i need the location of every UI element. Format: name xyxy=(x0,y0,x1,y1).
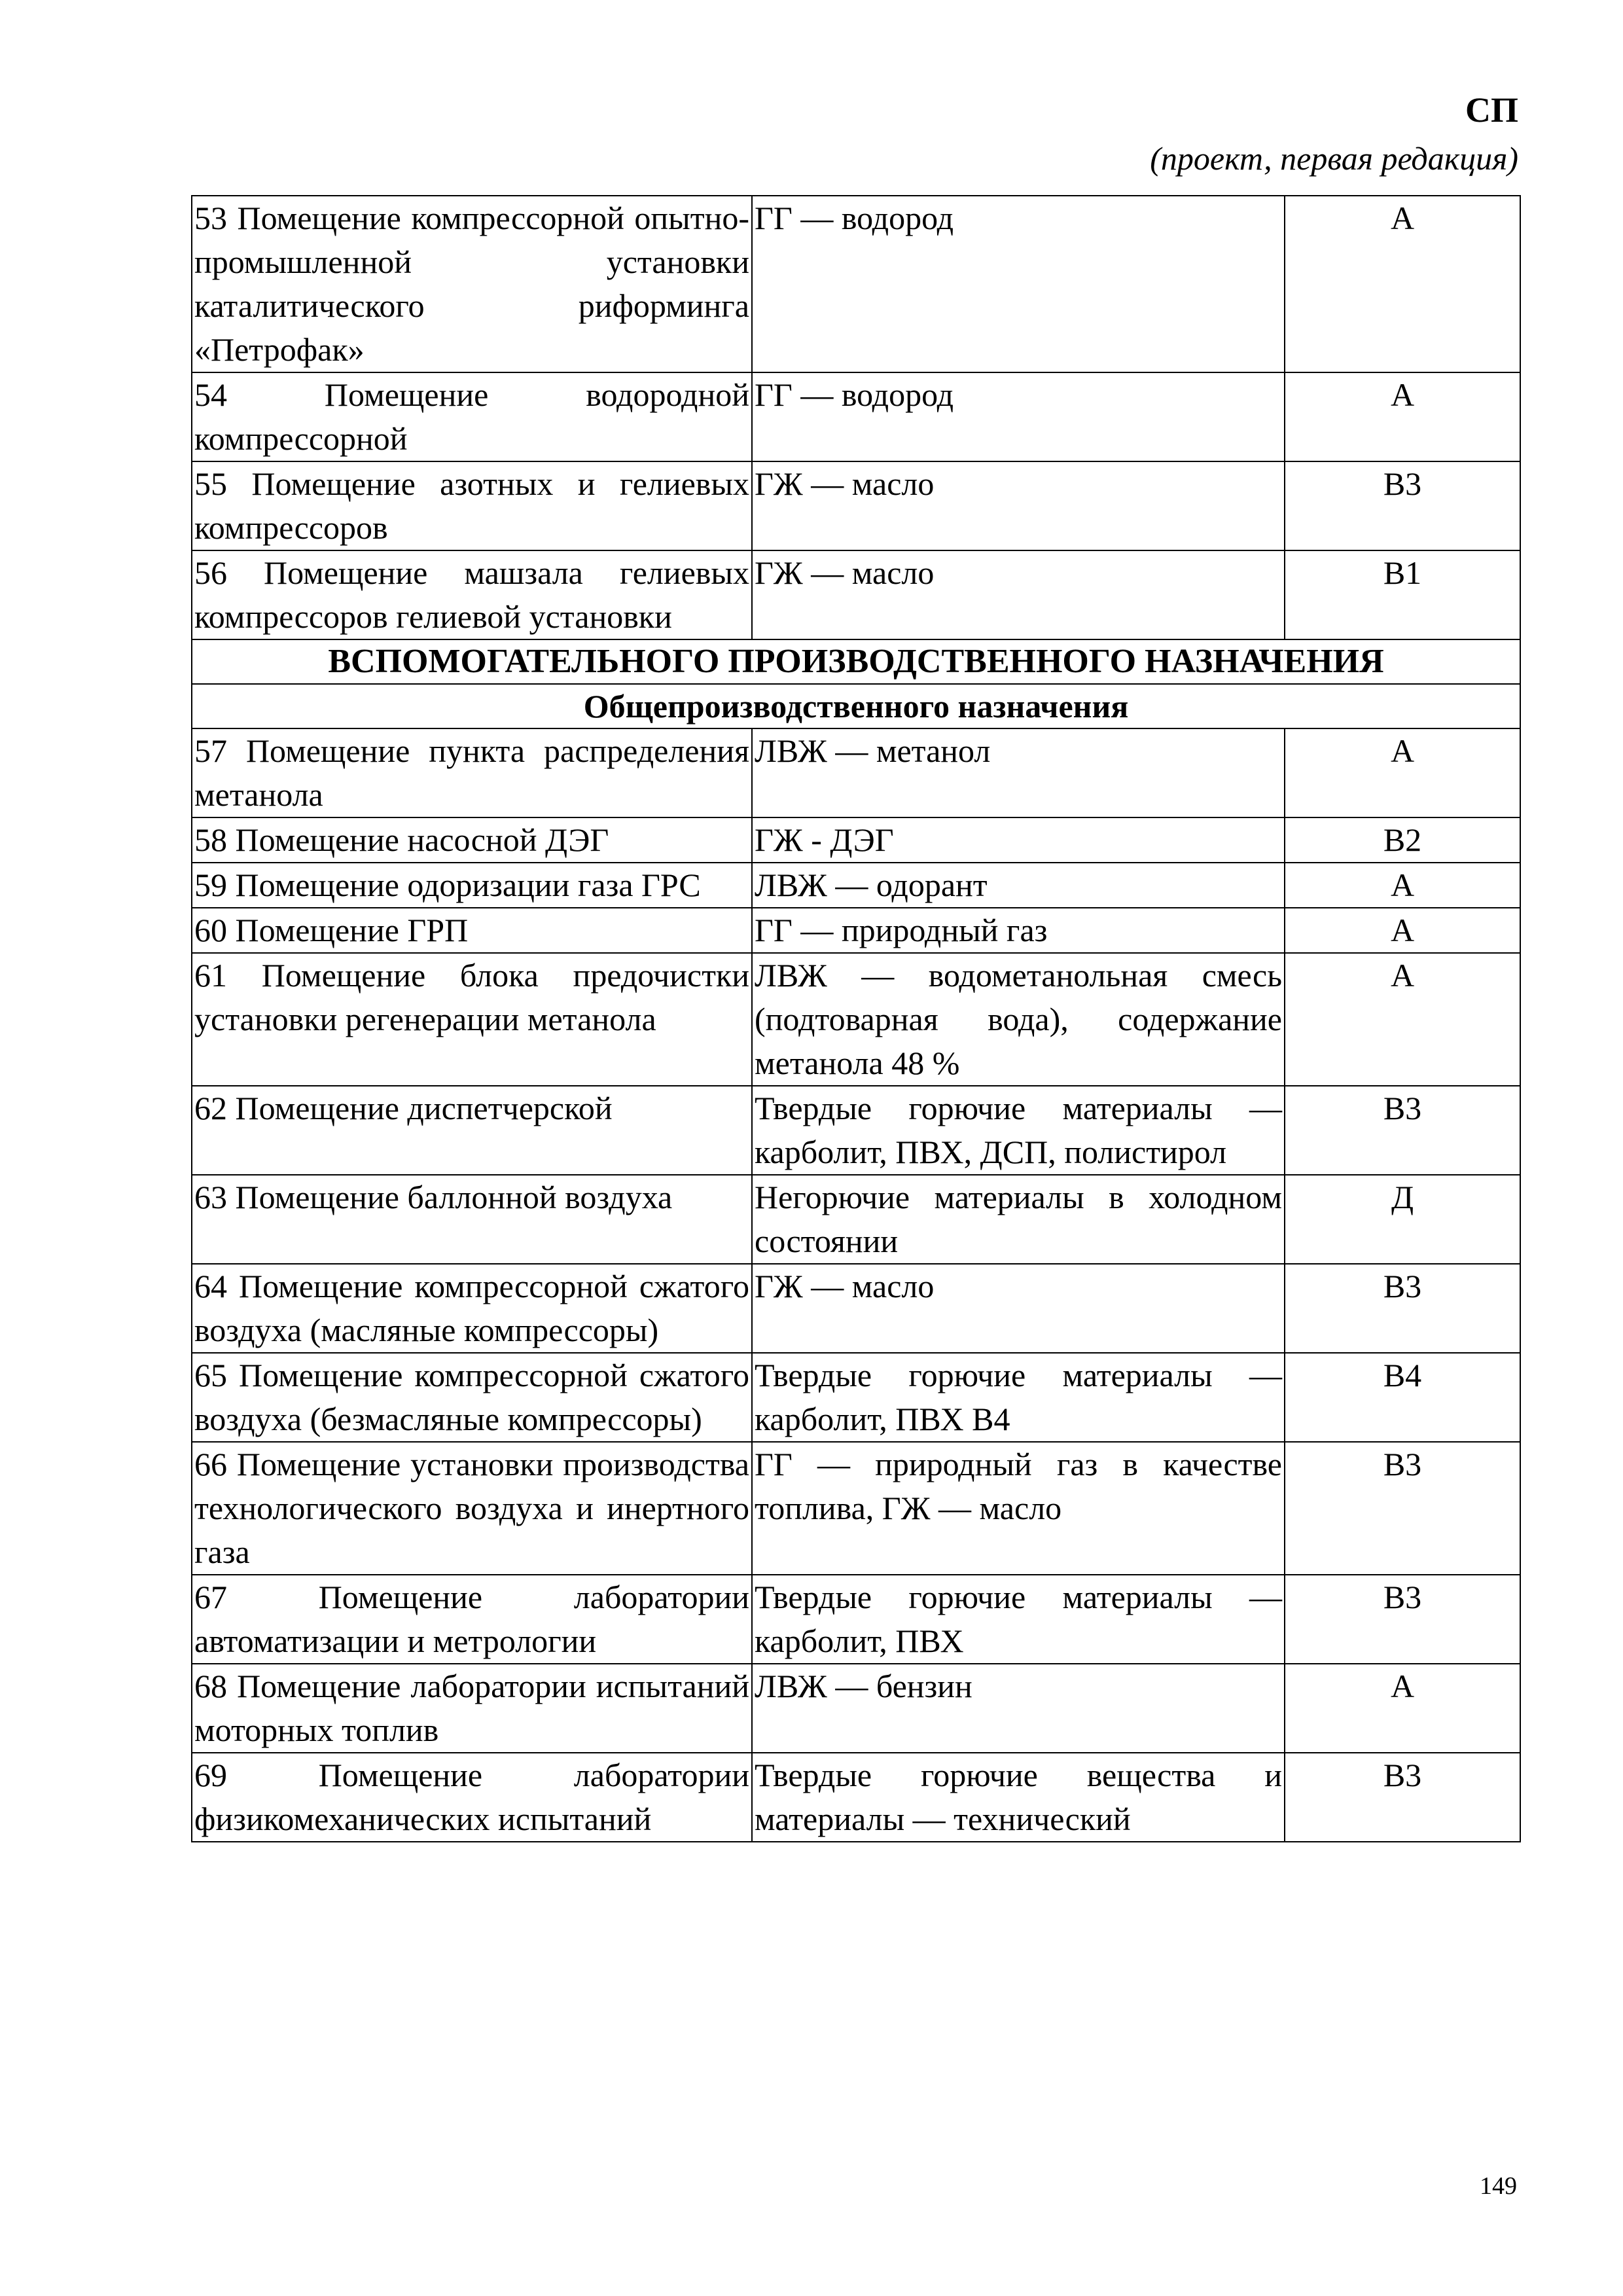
premise-name-cell: 69 Помещение лаборатории физикомеханических испытаний xyxy=(192,1753,752,1842)
category-cell: В1 xyxy=(1285,550,1520,639)
table-row xyxy=(192,1575,1520,1664)
premise-name-cell: 58 Помещение насосной ДЭГ xyxy=(192,817,752,863)
substance-cell: ГЖ — масло xyxy=(752,461,1285,550)
substance-cell: Твердые горючие вещества и материалы — технический xyxy=(752,1753,1285,1842)
substance-cell: ГЖ — масло xyxy=(752,550,1285,639)
substance-cell: ЛВЖ — одорант xyxy=(752,863,1285,908)
category-cell: А xyxy=(1285,953,1520,1086)
premise-name-cell: 61 Помещение блока предочистки установки регенерации метанола xyxy=(192,953,752,1086)
category-cell: В4 xyxy=(1285,1353,1520,1442)
table-row xyxy=(192,1264,1520,1353)
document-status: (проект, первая редакция) xyxy=(1150,140,1518,177)
table-row xyxy=(192,1442,1520,1575)
premise-name-cell: 60 Помещение ГРП xyxy=(192,908,752,953)
category-cell: А xyxy=(1285,728,1520,817)
table-row xyxy=(192,1664,1520,1753)
substance-cell: ЛВЖ — метанол xyxy=(752,728,1285,817)
substance-cell: Твердые горючие материалы — карболит, ПВХ В4 xyxy=(752,1353,1285,1442)
section-heading: ВСПОМОГАТЕЛЬНОГО ПРОИЗВОДСТВЕННОГО НАЗНАЧЕНИЯ xyxy=(192,639,1520,684)
category-cell: В3 xyxy=(1285,461,1520,550)
table-row xyxy=(192,953,1520,1086)
substance-cell: ГЖ - ДЭГ xyxy=(752,817,1285,863)
premise-name-cell: 59 Помещение одоризации газа ГРС xyxy=(192,863,752,908)
category-cell: В3 xyxy=(1285,1264,1520,1353)
page-number: 149 xyxy=(1480,2172,1517,2200)
table-row xyxy=(192,196,1520,372)
document-code: СП xyxy=(1465,90,1518,130)
premise-name-cell: 62 Помещение диспетчерской xyxy=(192,1086,752,1175)
premise-name-cell: 64 Помещение компрессорной сжатого воздуха (масляные компрессоры) xyxy=(192,1264,752,1353)
category-cell: Д xyxy=(1285,1175,1520,1264)
category-cell: А xyxy=(1285,372,1520,461)
category-cell: В3 xyxy=(1285,1753,1520,1842)
substance-cell: ГГ — водород xyxy=(752,372,1285,461)
table-row xyxy=(192,550,1520,639)
premise-name-cell: 68 Помещение лаборатории испытаний моторных топлив xyxy=(192,1664,752,1753)
subsection-heading-row xyxy=(192,684,1520,728)
category-cell: А xyxy=(1285,1664,1520,1753)
substance-cell: ГГ — водород xyxy=(752,196,1285,372)
subsection-heading: Общепроизводственного назначения xyxy=(192,684,1520,728)
category-cell: А xyxy=(1285,196,1520,372)
substance-cell: Негорючие материалы в холодном состоянии xyxy=(752,1175,1285,1264)
substance-cell: ГГ — природный газ xyxy=(752,908,1285,953)
substance-cell: ЛВЖ — водометанольная смесь (подтоварная вода), содержание метанола 48 % xyxy=(752,953,1285,1086)
substance-cell: Твердые горючие материалы — карболит, ПВХ, ДСП, полистирол xyxy=(752,1086,1285,1175)
category-cell: А xyxy=(1285,908,1520,953)
substance-cell: ЛВЖ — бензин xyxy=(752,1664,1285,1753)
table-row xyxy=(192,1086,1520,1175)
table-row xyxy=(192,908,1520,953)
premise-name-cell: 57 Помещение пункта распределения метанола xyxy=(192,728,752,817)
premise-name-cell: 66 Помещение установки производства технологического воздуха и инертного газа xyxy=(192,1442,752,1575)
table-row xyxy=(192,372,1520,461)
premise-name-cell: 65 Помещение компрессорной сжатого воздуха (безмасляные компрессоры) xyxy=(192,1353,752,1442)
substance-cell: ГЖ — масло xyxy=(752,1264,1285,1353)
premise-name-cell: 63 Помещение баллонной воздуха xyxy=(192,1175,752,1264)
table-row xyxy=(192,728,1520,817)
substance-cell: ГГ — природный газ в качестве топлива, ГЖ — масло xyxy=(752,1442,1285,1575)
category-cell: В3 xyxy=(1285,1575,1520,1664)
table-row xyxy=(192,863,1520,908)
substance-cell: Твердые горючие материалы — карболит, ПВХ xyxy=(752,1575,1285,1664)
premise-name-cell: 55 Помещение азотных и гелиевых компрессоров xyxy=(192,461,752,550)
premises-category-table xyxy=(191,195,1521,1842)
table-row xyxy=(192,1175,1520,1264)
premise-name-cell: 56 Помещение машзала гелиевых компрессоров гелиевой установки xyxy=(192,550,752,639)
table-row xyxy=(192,461,1520,550)
category-cell: В3 xyxy=(1285,1086,1520,1175)
section-heading-row xyxy=(192,639,1520,684)
category-cell: А xyxy=(1285,863,1520,908)
premise-name-cell: 67 Помещение лаборатории автоматизации и метрологии xyxy=(192,1575,752,1664)
category-cell: В3 xyxy=(1285,1442,1520,1575)
table-row xyxy=(192,1753,1520,1842)
table-row xyxy=(192,1353,1520,1442)
table-row xyxy=(192,817,1520,863)
category-cell: В2 xyxy=(1285,817,1520,863)
premise-name-cell: 54 Помещение водородной компрессорной xyxy=(192,372,752,461)
premise-name-cell: 53 Помещение компрессорной опытно-промышленной установки каталитического риформинга «Петрофак» xyxy=(192,196,752,372)
